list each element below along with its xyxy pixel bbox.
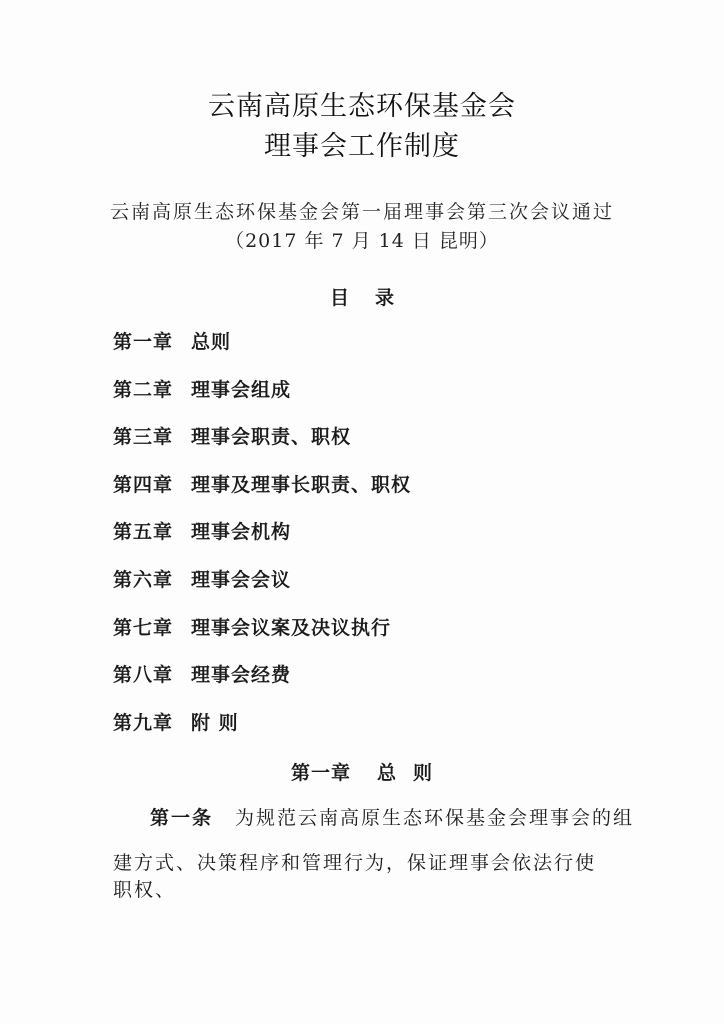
toc-item	[113, 422, 633, 470]
toc-item-title: 理事会经费	[191, 664, 292, 687]
toc-item-title: 理事会机构	[191, 521, 292, 544]
toc-item-title: 总则	[191, 331, 232, 353]
article-text-line1: 为规范云南高原生态环保基金会理事会的组	[235, 807, 635, 829]
document-title-line2: 理事会工作制度	[264, 131, 460, 162]
toc-item-title: 理事会会议	[191, 568, 292, 591]
toc-item	[113, 327, 633, 375]
toc-item	[113, 517, 633, 565]
document-subtitle-line2: （2017 年 7 月 14 日 昆明）	[225, 230, 499, 252]
table-of-contents	[113, 327, 633, 755]
toc-item-number: 第四章	[113, 473, 174, 496]
toc-item	[113, 660, 633, 708]
chapter-heading-title-part2: 则	[413, 762, 434, 784]
toc-item-number: 第二章	[113, 378, 174, 401]
toc-item-number: 第五章	[113, 521, 174, 544]
toc-item-title: 理事会议案及决议执行	[191, 616, 392, 639]
toc-item	[113, 470, 633, 518]
toc-item-number: 第三章	[113, 426, 174, 449]
article-paragraph-line1	[150, 803, 650, 830]
chapter-heading	[0, 758, 724, 785]
toc-item-title: 理事会组成	[191, 378, 292, 401]
toc-heading: 目录	[329, 287, 420, 309]
document-title-line1: 云南高原生态环保基金会	[208, 91, 516, 122]
toc-item-title: 理事会职责、职权	[191, 426, 352, 449]
chapter-heading-number: 第一章	[290, 762, 351, 784]
document-subtitle-line1: 云南高原生态环保基金会第一届理事会第三次会议通过	[109, 201, 614, 223]
toc-item	[113, 708, 633, 756]
toc-item-number: 第七章	[113, 616, 174, 639]
toc-item-number: 第九章	[113, 711, 174, 734]
toc-item	[113, 613, 633, 661]
toc-item-title: 附 则	[191, 711, 239, 734]
toc-item	[113, 375, 633, 423]
chapter-heading-title-part1: 总	[376, 762, 397, 784]
article-paragraph-line2: 建方式、决策程序和管理行为，保证理事会依法行使职权、	[113, 852, 597, 901]
toc-item-number: 第八章	[113, 664, 174, 687]
toc-item-number: 第六章	[113, 568, 174, 591]
article-label: 第一条	[150, 807, 214, 829]
toc-item-number: 第一章	[113, 331, 174, 353]
toc-item-title: 理事及理事长职责、职权	[191, 473, 412, 496]
toc-item	[113, 565, 633, 613]
